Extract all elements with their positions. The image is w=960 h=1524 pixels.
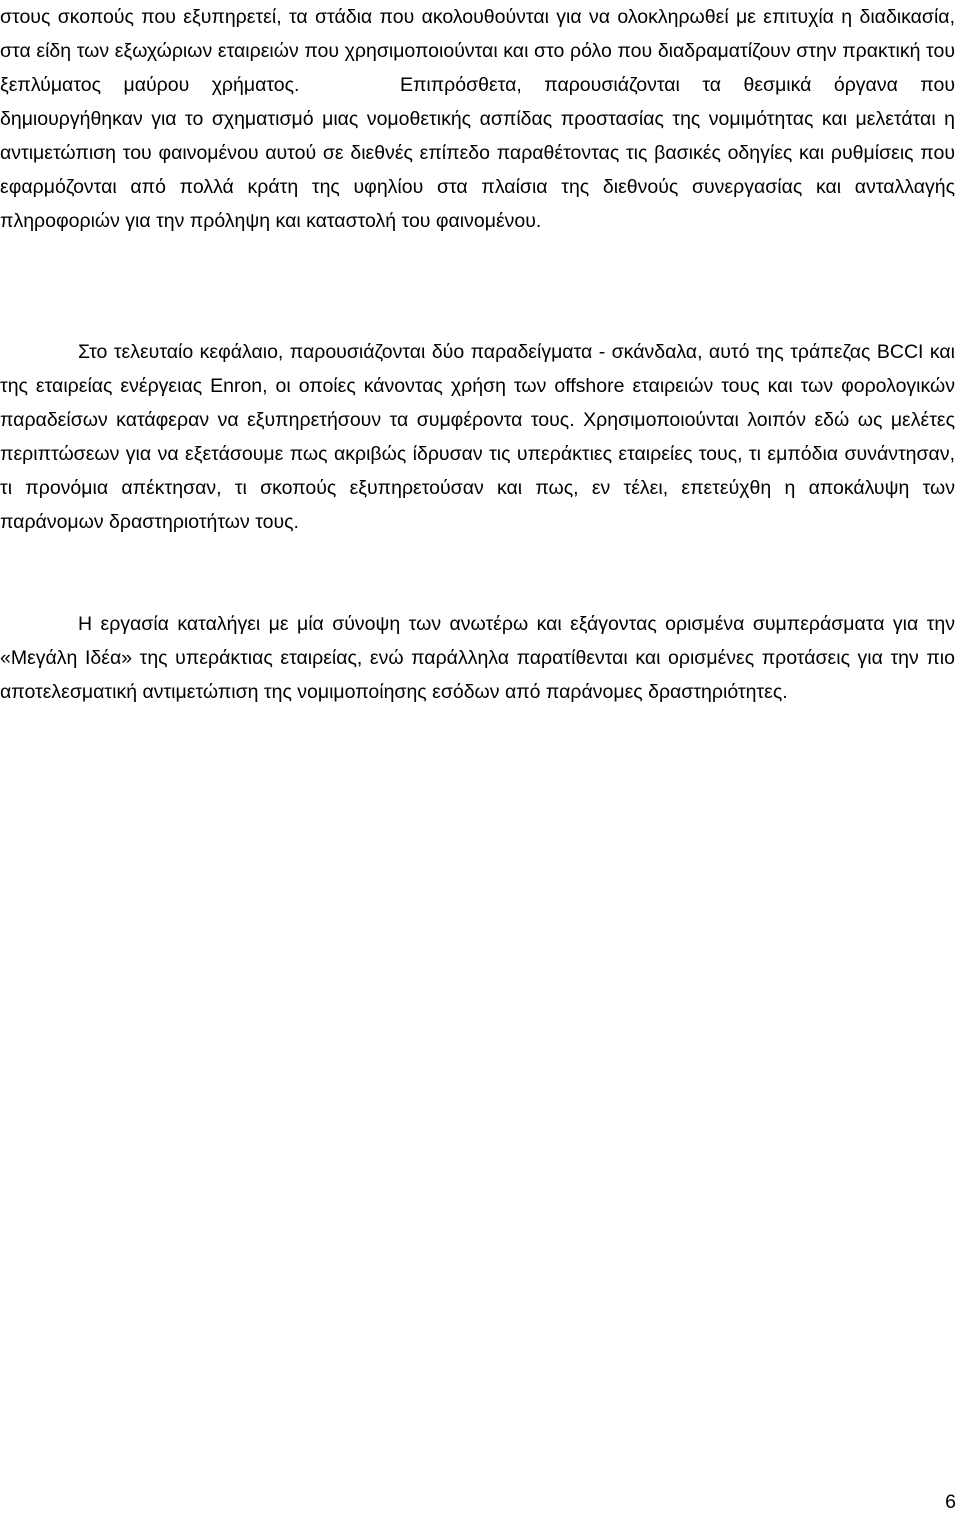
paragraph-1 — [0, 0, 955, 238]
paragraph-3 — [0, 607, 955, 709]
paragraph-2-text: Στο τελευταίο κεφάλαιο, παρουσιάζονται δύο παραδείγματα - σκάνδαλα, αυτό της τράπεζας BCCI και της εταιρείας ενέργειας Enron, οι οποίες κάνοντας χρήση των offshore εταιρειών τους και των φορολογικών παραδείσων κατάφεραν να εξυπηρετήσουν τα συμφέροντα τους. Χρησιμοποιούνται λοιπόν εδώ ως μελέτες περιπτώσεων για να εξετάσουμε πως ακριβώς ίδρυσαν τις υπεράκτιες εταιρείες τους, τι εμπόδια συνάντησαν, τι προνόμια απέκτησαν, τι σκοπούς εξυπηρετούσαν και πως, εν τέλει, επετεύχθη η αποκάλυψη των παράνομων δραστηριοτήτων τους. — [0, 341, 955, 533]
page-number: 6 — [945, 1491, 956, 1513]
paragraph-2 — [0, 335, 955, 539]
paragraph-1-text: Επιπρόσθετα, παρουσιάζονται τα θεσμικά όργανα που δημιουργήθηκαν για το σχηματισμό μιας νομοθετικής ασπίδας προστασίας της νομιμότητας και μελετάται η αντιμετώπιση του φαινομένου αυτού σε διεθνές επίπεδο παραθέτοντας τις βασικές οδηγίες και ρυθμίσεις που εφαρμόζονται από πολλά κράτη της υφηλίου στα πλαίσια της διεθνούς συνεργασίας και ανταλλαγής πληροφοριών για την πρόληψη και καταστολή του φαινομένου. — [0, 74, 955, 232]
paragraph-1-lead: στους σκοπούς που εξυπηρετεί, τα στάδια που ακολουθούνται για να ολοκληρωθεί με επιτυχία η διαδικασία, στα είδη των εξωχώριων εταιρειών που χρησιμοποιούνται και στο ρόλο που διαδραματίζουν στην πρακτική του ξεπλύματος μαύρου χρήματος. — [0, 6, 955, 96]
paragraph-3-text: Η εργασία καταλήγει με μία σύνοψη των ανωτέρω και εξάγοντας ορισμένα συμπεράσματα για την «Μεγάλη Ιδέα» της υπεράκτιας εταιρείας, ενώ παράλληλα παρατίθενται και ορισμένες προτάσεις για την πιο αποτελεσματική αντιμετώπιση της νομιμοποίησης εσόδων από παράνομες δραστηριότητες. — [0, 613, 955, 703]
